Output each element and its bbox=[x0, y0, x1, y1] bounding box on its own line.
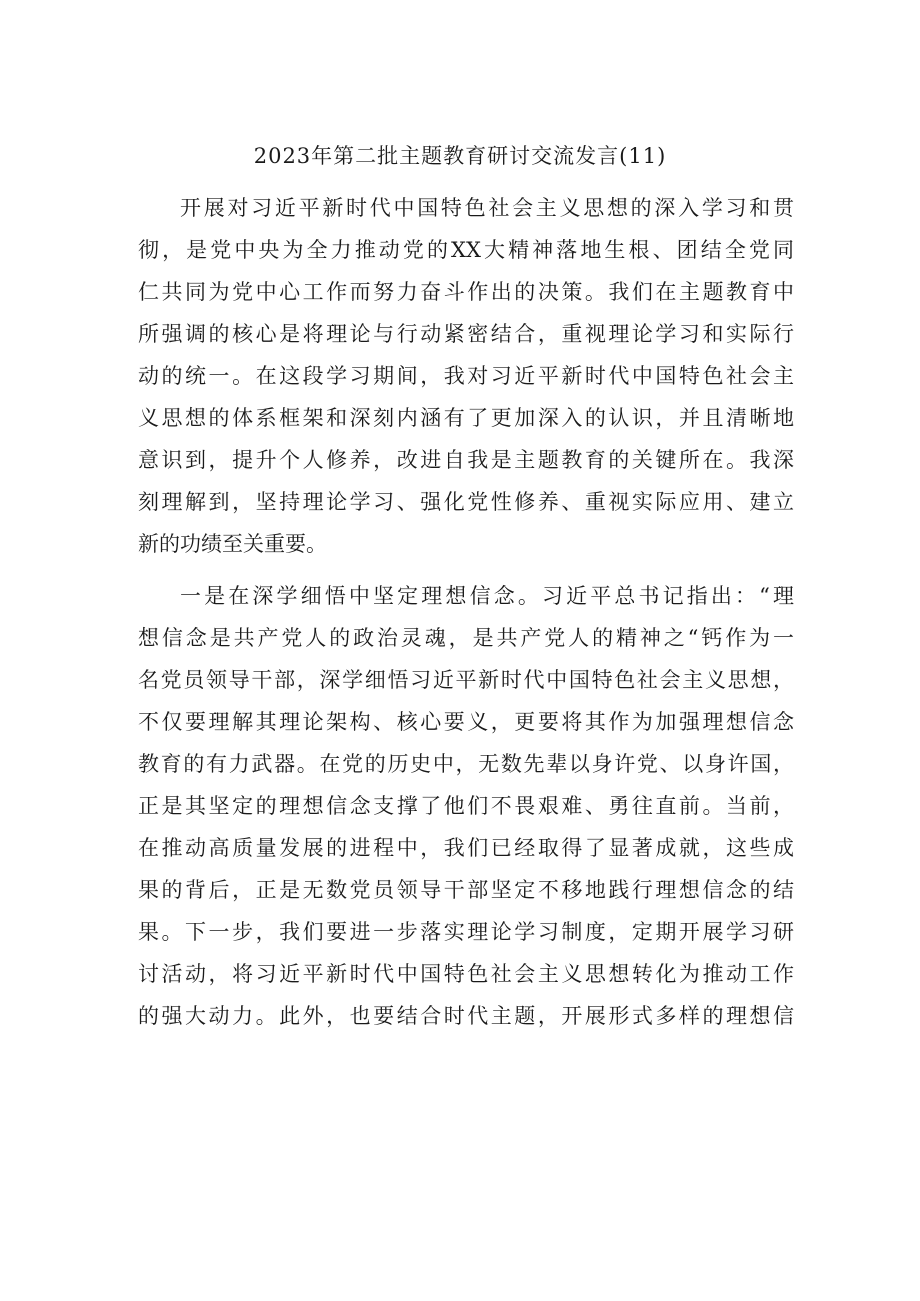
paragraph-2-line-8: 果的背后，正是无数党员领导干部坚定不移地践行理想信念的结 bbox=[138, 878, 794, 902]
paragraph-1-line-6: 义思想的体系框架和深刻内涵有了更加深入的认识，并且清晰地 bbox=[138, 406, 794, 430]
paragraph-2-line-10: 讨活动，将习近平新时代中国特色社会主义思想转化为推动工作 bbox=[138, 962, 794, 986]
paragraph-2-line-7: 在推动高质量发展的进程中，我们已经取得了显著成就，这些成 bbox=[138, 836, 794, 860]
paragraph-1-line-5: 动的统一。在这段学习期间，我对习近平新时代中国特色社会主 bbox=[138, 364, 794, 388]
paragraph-1-line-2: 彻，是党中央为全力推动党的XX大精神落地生根、团结全党同 bbox=[138, 238, 794, 262]
paragraph-2-line-4: 不仅要理解其理论架构、核心要义，更要将其作为加强理想信念 bbox=[138, 710, 794, 734]
paragraph-1-line-3: 仁共同为党中心工作而努力奋斗作出的决策。我们在主题教育中 bbox=[138, 280, 794, 304]
paragraph-1-line-1: 开展对习近平新时代中国特色社会主义思想的深入学习和贯 bbox=[180, 196, 794, 220]
paragraph-1-line-9: 新的功绩至关重要。 bbox=[138, 532, 327, 556]
document-title: 2023年第二批主题教育研讨交流发言(11) bbox=[253, 144, 667, 168]
paragraph-2-line-1: 一是在深学细悟中坚定理想信念。习近平总书记指出：“理 bbox=[180, 584, 794, 608]
paragraph-2-line-9: 果。下一步，我们要进一步落实理论学习制度，定期开展学习研 bbox=[138, 920, 794, 944]
paragraph-2-line-5: 教育的有力武器。在党的历史中，无数先辈以身许党、以身许国， bbox=[138, 752, 794, 776]
paragraph-1-line-7: 意识到，提升个人修养，改进自我是主题教育的关键所在。我深 bbox=[138, 448, 794, 472]
paragraph-2-line-2: 想信念是共产党人的政治灵魂，是共产党人的精神之“钙作为一 bbox=[138, 626, 794, 650]
paragraph-1-line-4: 所强调的核心是将理论与行动紧密结合，重视理论学习和实际行 bbox=[138, 322, 794, 346]
paragraph-2-line-6: 正是其坚定的理想信念支撑了他们不畏艰难、勇往直前。当前， bbox=[138, 794, 794, 818]
paragraph-1-line-8: 刻理解到，坚持理论学习、强化党性修养、重视实际应用、建立 bbox=[138, 490, 794, 514]
paragraph-2-line-3: 名党员领导干部，深学细悟习近平新时代中国特色社会主义思想， bbox=[138, 668, 794, 692]
paragraph-2-line-11: 的强大动力。此外，也要结合时代主题，开展形式多样的理想信 bbox=[138, 1004, 794, 1028]
